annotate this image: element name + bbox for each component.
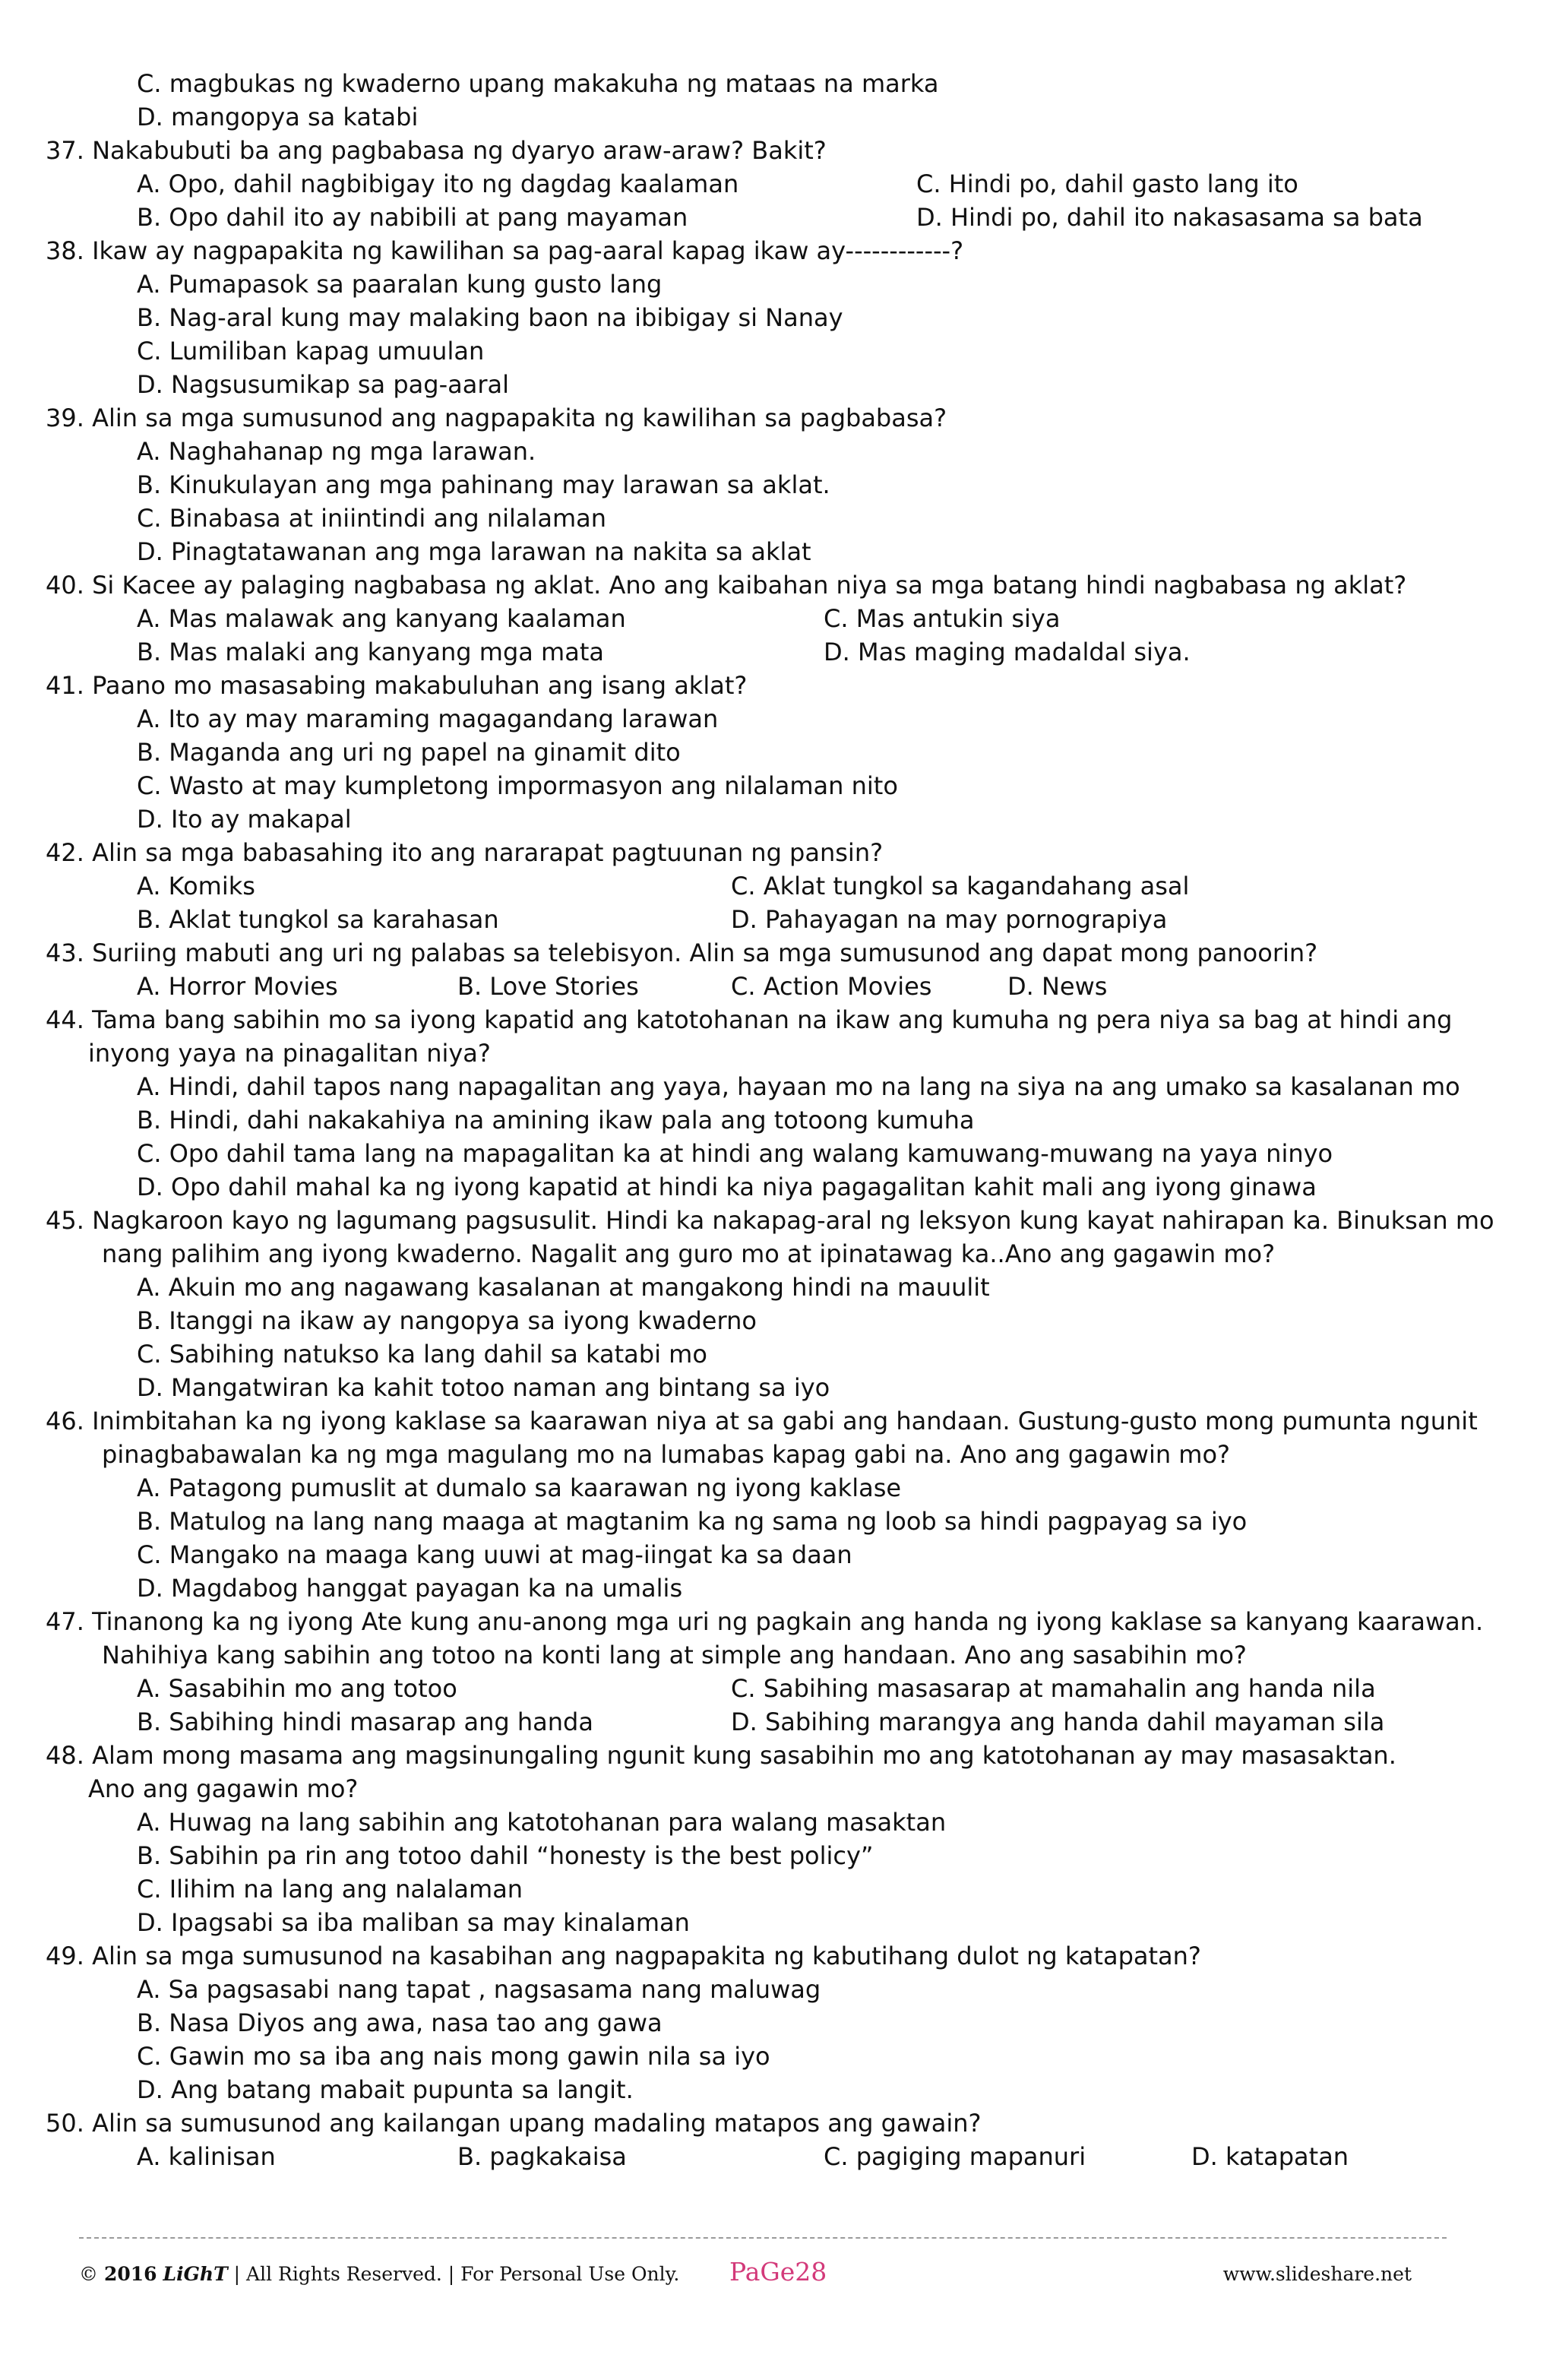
answer-option: D. mangopya sa katabi: [137, 103, 419, 131]
answer-option: D. Sabihing marangya ang handa dahil mayaman sila: [731, 1707, 1385, 1736]
answer-option: C. Lumiliban kapag umuulan: [137, 337, 485, 366]
question-continuation: inyong yaya na pinagalitan niya?: [88, 1039, 491, 1068]
answer-option: A. Sasabihin mo ang totoo: [137, 1674, 457, 1703]
question-text: 49. Alin sa mga sumusunod na kasabihan ang nagpapakita ng kabutihang dulot ng katapatan?: [46, 1942, 1201, 1970]
question-text: 37. Nakabubuti ba ang pagbabasa ng dyaryo araw-araw? Bakit?: [46, 136, 827, 165]
options-row: [46, 1137, 1535, 1170]
options-row: [46, 1571, 1535, 1605]
answer-option: B. Aklat tungkol sa karahasan: [137, 905, 499, 934]
answer-option: A. Pumapasok sa paaralan kung gusto lang: [137, 270, 663, 299]
footer-website: www.slideshare.net: [1222, 2263, 1412, 2285]
copyright-symbol: ©: [79, 2263, 98, 2285]
document-body: [46, 67, 1535, 2173]
question-continuation: nang palihim ang iyong kwaderno. Nagalit ang guro mo at ipinatawag ka..Ano ang gagawin mo?: [102, 1239, 1276, 1268]
answer-option: D. News: [1007, 972, 1108, 1001]
options-row: [46, 1304, 1535, 1337]
answer-option: C. Action Movies: [731, 972, 932, 1001]
answer-option: D. Nagsusumikap sa pag-aaral: [137, 370, 509, 399]
answer-option: C. Mangako na maaga kang uuwi at mag-iingat ka sa daan: [137, 1540, 852, 1569]
answer-option: A. Komiks: [137, 872, 255, 900]
options-row: [46, 1505, 1535, 1538]
answer-option: D. Ang batang mabait pupunta sa langit.: [137, 2075, 634, 2104]
answer-option: A. Patagong pumuslit at dumalo sa kaarawan ng iyong kaklase: [137, 1473, 902, 1502]
options-row: [46, 970, 1535, 1003]
options-row: [46, 67, 1535, 100]
answer-option: B. Kinukulayan ang mga pahinang may larawan sa aklat.: [137, 470, 830, 499]
footer-divider: [79, 2237, 1447, 2239]
options-row: [46, 1538, 1535, 1571]
answer-option: C. Opo dahil tama lang na mapagalitan ka at hindi ang walang kamuwang-muwang na yaya ninyo: [137, 1139, 1333, 1168]
options-row: [46, 2006, 1535, 2040]
question-text: 44. Tama bang sabihin mo sa iyong kapatid ang katotohanan na ikaw ang kumuha ng pera niya sa bag at hindi ang: [46, 1005, 1453, 1034]
answer-option: B. Mas malaki ang kanyang mga mata: [137, 638, 604, 666]
answer-option: C. Wasto at may kumpletong impormasyon ang nilalaman nito: [137, 771, 898, 800]
footer: [79, 2257, 1447, 2293]
question-continuation: Nahihiya kang sabihin ang totoo na konti lang at simple ang handaan. Ano ang sasabihin mo?: [102, 1641, 1247, 1669]
options-row: [46, 635, 1535, 669]
options-row: [46, 1906, 1535, 1939]
question-text: 46. Inimbitahan ka ng iyong kaklase sa kaarawan niya at sa gabi ang handaan. Gustung-gusto mong pumunta ngunit: [46, 1407, 1478, 1435]
answer-option: A. Naghahanap ng mga larawan.: [137, 437, 536, 466]
answer-option: A. Mas malawak ang kanyang kaalaman: [137, 604, 626, 633]
answer-option: A. Huwag na lang sabihin ang katotohanan para walang masaktan: [137, 1808, 947, 1837]
footer-rights: | All Rights Reserved. | For Personal Use Only.: [227, 2263, 680, 2285]
options-row: [46, 535, 1535, 568]
options-row: [46, 702, 1535, 736]
options-row: [46, 1672, 1535, 1705]
answer-option: D. Magdabog hanggat payagan ka na umalis: [137, 1574, 683, 1603]
options-row: [46, 1371, 1535, 1404]
options-row: [46, 1271, 1535, 1304]
answer-option: B. pagkakaisa: [457, 2142, 627, 2171]
answer-option: C. Ilihim na lang ang nalalaman: [137, 1875, 523, 1904]
answer-option: B. Sabihin pa rin ang totoo dahil “honesty is the best policy”: [137, 1841, 874, 1870]
answer-option: D. Pinagtatawanan ang mga larawan na nakita sa aklat: [137, 537, 811, 566]
options-row: [46, 267, 1535, 301]
answer-option: B. Hindi, dahi nakakahiya na amining ikaw pala ang totoong kumuha: [137, 1106, 975, 1135]
options-row: [46, 602, 1535, 635]
options-row: [46, 903, 1535, 936]
question-text: 50. Alin sa sumusunod ang kailangan upang madaling matapos ang gawain?: [46, 2109, 982, 2138]
options-row: [46, 1872, 1535, 1906]
options-row: [46, 769, 1535, 802]
options-row: [46, 1070, 1535, 1103]
page-number: PaGe28: [729, 2257, 827, 2287]
options-row: [46, 502, 1535, 535]
options-row: [46, 1806, 1535, 1839]
answer-option: C. magbukas ng kwaderno upang makakuha ng mataas na marka: [137, 69, 939, 98]
question-text: 45. Nagkaroon kayo ng lagumang pagsusulit. Hindi ka nakapag-aral ng leksyon kung kayat nahirapan ka. Binuksan mo: [46, 1206, 1494, 1235]
answer-option: A. Horror Movies: [137, 972, 338, 1001]
options-row: [46, 1103, 1535, 1137]
options-row: [46, 869, 1535, 903]
answer-option: B. Love Stories: [457, 972, 639, 1001]
answer-option: B. Maganda ang uri ng papel na ginamit dito: [137, 738, 681, 767]
options-row: [46, 1337, 1535, 1371]
options-row: [46, 1471, 1535, 1505]
answer-option: C. Mas antukin siya: [824, 604, 1061, 633]
options-row: [46, 2040, 1535, 2073]
question-text: 38. Ikaw ay nagpapakita ng kawilihan sa pag-aaral kapag ikaw ay------------?: [46, 236, 964, 265]
question-text: 48. Alam mong masama ang magsinungaling ngunit kung sasabihin mo ang katotohanan ay may masasaktan.: [46, 1741, 1396, 1770]
question-continuation: pinagbabawalan ka ng mga magulang mo na lumabas kapag gabi na. Ano ang gagawin mo?: [102, 1440, 1231, 1469]
answer-option: B. Matulog na lang nang maaga at magtanim ka ng sama ng loob sa hindi pagpayag sa iyo: [137, 1507, 1248, 1536]
answer-option: C. Sabihing masasarap at mamahalin ang handa nila: [731, 1674, 1376, 1703]
options-row: [46, 167, 1535, 201]
copyright-year: 2016: [103, 2263, 157, 2285]
options-row: [46, 2073, 1535, 2106]
answer-option: D. Mas maging madaldal siya.: [824, 638, 1191, 666]
answer-option: B. Nag-aral kung may malaking baon na ibibigay si Nanay: [137, 303, 843, 332]
answer-option: A. Ito ay may maraming magagandang larawan: [137, 704, 719, 733]
answer-option: D. Mangatwiran ka kahit totoo naman ang bintang sa iyo: [137, 1373, 830, 1402]
question-text: 40. Si Kacee ay palaging nagbabasa ng aklat. Ano ang kaibahan niya sa mga batang hindi nagbabasa ng aklat?: [46, 571, 1407, 600]
answer-option: B. Sabihing hindi masarap ang handa: [137, 1707, 593, 1736]
answer-option: C. Gawin mo sa iba ang nais mong gawin nila sa iyo: [137, 2042, 770, 2071]
options-row: [46, 468, 1535, 502]
answer-option: D. Pahayagan na may pornograpiya: [731, 905, 1168, 934]
options-row: [46, 1839, 1535, 1872]
options-row: [46, 1973, 1535, 2006]
options-row: [46, 1705, 1535, 1739]
answer-option: B. Opo dahil ito ay nabibili at pang mayaman: [137, 203, 688, 232]
answer-option: A. Sa pagsasabi nang tapat , nagsasama nang maluwag: [137, 1975, 821, 2004]
answer-option: C. pagiging mapanuri: [824, 2142, 1086, 2171]
question-continuation: Ano ang gagawin mo?: [88, 1774, 359, 1803]
answer-option: B. Nasa Diyos ang awa, nasa tao ang gawa: [137, 2008, 663, 2037]
answer-option: D. Ito ay makapal: [137, 805, 352, 834]
answer-option: D. Ipagsabi sa iba maliban sa may kinalaman: [137, 1908, 690, 1937]
answer-option: C. Hindi po, dahil gasto lang ito: [916, 169, 1298, 198]
footer-copyright: [79, 2263, 679, 2285]
options-row: [46, 301, 1535, 334]
options-row: [46, 802, 1535, 836]
question-text: 41. Paano mo masasabing makabuluhan ang isang aklat?: [46, 671, 748, 700]
options-row: [46, 334, 1535, 368]
answer-option: A. Opo, dahil nagbibigay ito ng dagdag kaalaman: [137, 169, 739, 198]
answer-option: C. Sabihing natukso ka lang dahil sa katabi mo: [137, 1340, 707, 1369]
options-row: [46, 2140, 1535, 2173]
options-row: [46, 368, 1535, 401]
options-row: [46, 1170, 1535, 1204]
question-text: 47. Tinanong ka ng iyong Ate kung anu-anong mga uri ng pagkain ang handa ng iyong kaklase sa kanyang kaarawan.: [46, 1607, 1484, 1636]
question-text: 42. Alin sa mga babasahing ito ang nararapat pagtuunan ng pansin?: [46, 838, 884, 867]
brand-name: LiGhT: [163, 2263, 228, 2285]
answer-option: B. Itanggi na ikaw ay nangopya sa iyong kwaderno: [137, 1306, 757, 1335]
answer-option: C. Aklat tungkol sa kagandahang asal: [731, 872, 1190, 900]
question-text: 43. Suriing mabuti ang uri ng palabas sa telebisyon. Alin sa mga sumusunod ang dapat mong panoorin?: [46, 938, 1318, 967]
question-text: 39. Alin sa mga sumusunod ang nagpapakita ng kawilihan sa pagbabasa?: [46, 404, 947, 432]
answer-option: A. kalinisan: [137, 2142, 276, 2171]
options-row: [46, 435, 1535, 468]
answer-option: C. Binabasa at iniintindi ang nilalaman: [137, 504, 607, 533]
answer-option: A. Akuin mo ang nagawang kasalanan at mangakong hindi na mauulit: [137, 1273, 990, 1302]
options-row: [46, 736, 1535, 769]
answer-option: D. katapatan: [1191, 2142, 1349, 2171]
options-row: [46, 201, 1535, 234]
answer-option: D. Opo dahil mahal ka ng iyong kapatid at hindi ka niya pagagalitan kahit mali ang iyong ginawa: [137, 1173, 1317, 1201]
options-row: [46, 100, 1535, 134]
answer-option: A. Hindi, dahil tapos nang napagalitan ang yaya, hayaan mo na lang na siya na ang umako sa kasalanan mo: [137, 1072, 1460, 1101]
answer-option: D. Hindi po, dahil ito nakasasama sa bata: [916, 203, 1423, 232]
